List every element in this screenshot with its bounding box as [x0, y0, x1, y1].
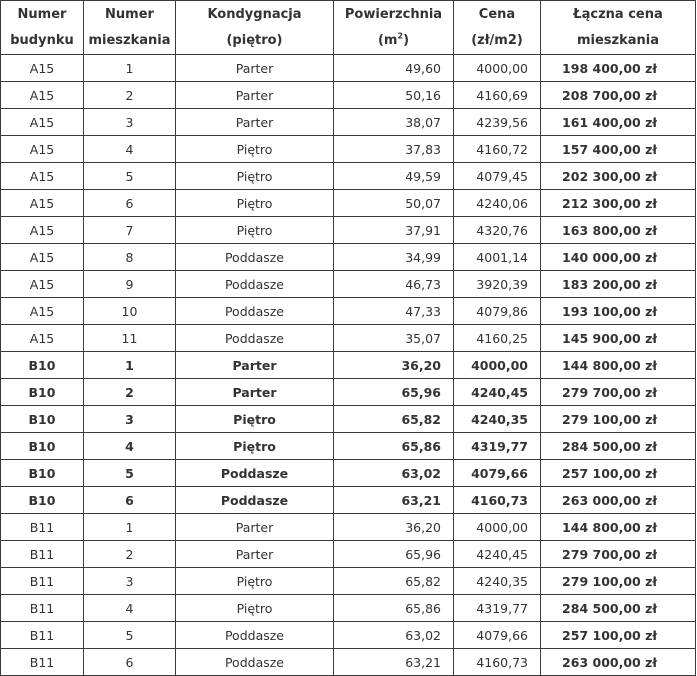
total-price-cell: 144 800,00 zł: [541, 514, 696, 541]
building-cell: A15: [1, 163, 84, 190]
total-price-cell: 144 800,00 zł: [541, 352, 696, 379]
floor-cell: Piętro: [176, 433, 334, 460]
apartment-number-cell: 5: [84, 622, 176, 649]
floor-cell: Piętro: [176, 568, 334, 595]
table-row: [1, 649, 696, 676]
total-price-cell: 208 700,00 zł: [541, 82, 696, 109]
building-cell: B11: [1, 568, 84, 595]
total-price-cell: 257 100,00 zł: [541, 622, 696, 649]
table-row: [1, 298, 696, 325]
table-row: [1, 352, 696, 379]
building-cell: A15: [1, 325, 84, 352]
apartment-number-cell: 2: [84, 82, 176, 109]
price-per-m2-cell: 4160,73: [454, 649, 541, 676]
price-per-m2-cell: 4000,00: [454, 55, 541, 82]
total-price-cell: 145 900,00 zł: [541, 325, 696, 352]
apartment-number-cell: 4: [84, 433, 176, 460]
floor-cell: Piętro: [176, 136, 334, 163]
price-per-m2-cell: 4240,35: [454, 406, 541, 433]
price-per-m2-cell: 4079,45: [454, 163, 541, 190]
floor-cell: Poddasze: [176, 244, 334, 271]
price-per-m2-cell: 4079,66: [454, 460, 541, 487]
table-row: [1, 595, 696, 622]
table-row: [1, 82, 696, 109]
table-row: [1, 379, 696, 406]
total-price-cell: 284 500,00 zł: [541, 595, 696, 622]
building-cell: A15: [1, 217, 84, 244]
building-cell: B10: [1, 433, 84, 460]
table-row: [1, 541, 696, 568]
area-cell: 65,96: [334, 541, 454, 568]
area-cell: 65,86: [334, 595, 454, 622]
table-row: [1, 487, 696, 514]
table-row: [1, 568, 696, 595]
apartment-number-cell: 1: [84, 352, 176, 379]
price-per-m2-cell: 4000,00: [454, 514, 541, 541]
price-per-m2-cell: 4001,14: [454, 244, 541, 271]
apartment-number-cell: 3: [84, 406, 176, 433]
price-per-m2-cell: 4240,06: [454, 190, 541, 217]
price-per-m2-cell: 4160,25: [454, 325, 541, 352]
floor-cell: Poddasze: [176, 298, 334, 325]
total-price-cell: 157 400,00 zł: [541, 136, 696, 163]
area-cell: 65,82: [334, 406, 454, 433]
floor-cell: Piętro: [176, 595, 334, 622]
table-row: [1, 190, 696, 217]
apartment-number-cell: 4: [84, 595, 176, 622]
table-row: [1, 622, 696, 649]
table-row: [1, 136, 696, 163]
price-per-m2-cell: 4319,77: [454, 595, 541, 622]
apartment-number-cell: 5: [84, 163, 176, 190]
apartment-number-cell: 1: [84, 55, 176, 82]
apartment-number-cell: 1: [84, 514, 176, 541]
table-row: [1, 217, 696, 244]
total-price-cell: 284 500,00 zł: [541, 433, 696, 460]
area-cell: 49,60: [334, 55, 454, 82]
building-cell: A15: [1, 136, 84, 163]
floor-cell: Piętro: [176, 190, 334, 217]
area-cell: 65,96: [334, 379, 454, 406]
total-price-cell: 202 300,00 zł: [541, 163, 696, 190]
floor-cell: Piętro: [176, 217, 334, 244]
total-price-cell: 193 100,00 zł: [541, 298, 696, 325]
apartment-number-cell: 6: [84, 649, 176, 676]
total-price-cell: 263 000,00 zł: [541, 487, 696, 514]
area-cell: 37,91: [334, 217, 454, 244]
area-cell: 63,21: [334, 649, 454, 676]
price-per-m2-cell: 4320,76: [454, 217, 541, 244]
header-apartment-number: Numer mieszkania: [84, 1, 176, 55]
floor-cell: Poddasze: [176, 271, 334, 298]
apartment-number-cell: 3: [84, 568, 176, 595]
total-price-cell: 212 300,00 zł: [541, 190, 696, 217]
area-cell: 36,20: [334, 352, 454, 379]
price-per-m2-cell: 3920,39: [454, 271, 541, 298]
area-cell: 38,07: [334, 109, 454, 136]
total-price-cell: 257 100,00 zł: [541, 460, 696, 487]
price-per-m2-cell: 4079,86: [454, 298, 541, 325]
header-area: Powierzchnia $(m^2)$: [334, 1, 454, 55]
table-row: [1, 163, 696, 190]
apartment-number-cell: 6: [84, 487, 176, 514]
building-cell: B10: [1, 379, 84, 406]
area-cell: 34,99: [334, 244, 454, 271]
price-per-m2-cell: 4240,45: [454, 541, 541, 568]
total-price-cell: 140 000,00 zł: [541, 244, 696, 271]
apartment-number-cell: 5: [84, 460, 176, 487]
area-cell: 49,59: [334, 163, 454, 190]
building-cell: B11: [1, 649, 84, 676]
apartment-number-cell: 9: [84, 271, 176, 298]
apartment-number-cell: 8: [84, 244, 176, 271]
apartment-number-cell: 2: [84, 541, 176, 568]
floor-cell: Piętro: [176, 406, 334, 433]
floor-cell: Poddasze: [176, 460, 334, 487]
table-row: [1, 433, 696, 460]
area-cell: 37,83: [334, 136, 454, 163]
price-per-m2-cell: 4319,77: [454, 433, 541, 460]
table-row: [1, 109, 696, 136]
floor-cell: Poddasze: [176, 487, 334, 514]
header-floor: Kondygnacja (piętro): [176, 1, 334, 55]
building-cell: B10: [1, 487, 84, 514]
floor-cell: Poddasze: [176, 622, 334, 649]
building-cell: B11: [1, 514, 84, 541]
price-per-m2-cell: 4160,72: [454, 136, 541, 163]
table-row: [1, 406, 696, 433]
total-price-cell: 183 200,00 zł: [541, 271, 696, 298]
area-cell: 47,33: [334, 298, 454, 325]
apartment-number-cell: 2: [84, 379, 176, 406]
header-price-per-m2: Cena (zł/m2): [454, 1, 541, 55]
building-cell: A15: [1, 190, 84, 217]
table-row: [1, 271, 696, 298]
price-per-m2-cell: 4000,00: [454, 352, 541, 379]
header-total-price: Łączna cena mieszkania: [541, 1, 696, 55]
table-row: [1, 460, 696, 487]
building-cell: A15: [1, 298, 84, 325]
building-cell: A15: [1, 82, 84, 109]
apartment-number-cell: 7: [84, 217, 176, 244]
table-row: [1, 325, 696, 352]
total-price-cell: 279 100,00 zł: [541, 568, 696, 595]
area-cell: 50,16: [334, 82, 454, 109]
area-cell: 65,86: [334, 433, 454, 460]
building-cell: B10: [1, 352, 84, 379]
total-price-cell: 279 700,00 zł: [541, 379, 696, 406]
table-row: [1, 244, 696, 271]
floor-cell: Poddasze: [176, 649, 334, 676]
header-building-number: Numer budynku: [1, 1, 84, 55]
table-body: [1, 55, 696, 676]
table-header: [1, 1, 696, 55]
floor-cell: Parter: [176, 109, 334, 136]
apartment-number-cell: 10: [84, 298, 176, 325]
price-per-m2-cell: 4240,35: [454, 568, 541, 595]
price-per-m2-cell: 4240,45: [454, 379, 541, 406]
price-per-m2-cell: 4239,56: [454, 109, 541, 136]
total-price-cell: 161 400,00 zł: [541, 109, 696, 136]
total-price-cell: 163 800,00 zł: [541, 217, 696, 244]
price-per-m2-cell: 4079,66: [454, 622, 541, 649]
building-cell: A15: [1, 55, 84, 82]
area-cell: 36,20: [334, 514, 454, 541]
area-cell: 65,82: [334, 568, 454, 595]
total-price-cell: 198 400,00 zł: [541, 55, 696, 82]
area-cell: 63,21: [334, 487, 454, 514]
table-row: [1, 55, 696, 82]
area-cell: 63,02: [334, 460, 454, 487]
building-cell: B11: [1, 541, 84, 568]
building-cell: B11: [1, 622, 84, 649]
floor-cell: Piętro: [176, 163, 334, 190]
building-cell: A15: [1, 271, 84, 298]
area-cell: 63,02: [334, 622, 454, 649]
apartment-number-cell: 4: [84, 136, 176, 163]
area-cell: 50,07: [334, 190, 454, 217]
apartment-number-cell: 6: [84, 190, 176, 217]
floor-cell: Parter: [176, 541, 334, 568]
building-cell: B10: [1, 406, 84, 433]
floor-cell: Parter: [176, 514, 334, 541]
floor-cell: Parter: [176, 55, 334, 82]
total-price-cell: 279 700,00 zł: [541, 541, 696, 568]
price-per-m2-cell: 4160,69: [454, 82, 541, 109]
building-cell: B10: [1, 460, 84, 487]
table-row: [1, 514, 696, 541]
area-cell: 35,07: [334, 325, 454, 352]
building-cell: A15: [1, 109, 84, 136]
floor-cell: Parter: [176, 82, 334, 109]
building-cell: A15: [1, 244, 84, 271]
header-row: [1, 1, 696, 55]
apartment-number-cell: 3: [84, 109, 176, 136]
apartment-number-cell: 11: [84, 325, 176, 352]
building-cell: B11: [1, 595, 84, 622]
total-price-cell: 279 100,00 zł: [541, 406, 696, 433]
floor-cell: Poddasze: [176, 325, 334, 352]
floor-cell: Parter: [176, 379, 334, 406]
total-price-cell: 263 000,00 zł: [541, 649, 696, 676]
price-per-m2-cell: 4160,73: [454, 487, 541, 514]
area-cell: 46,73: [334, 271, 454, 298]
floor-cell: Parter: [176, 352, 334, 379]
